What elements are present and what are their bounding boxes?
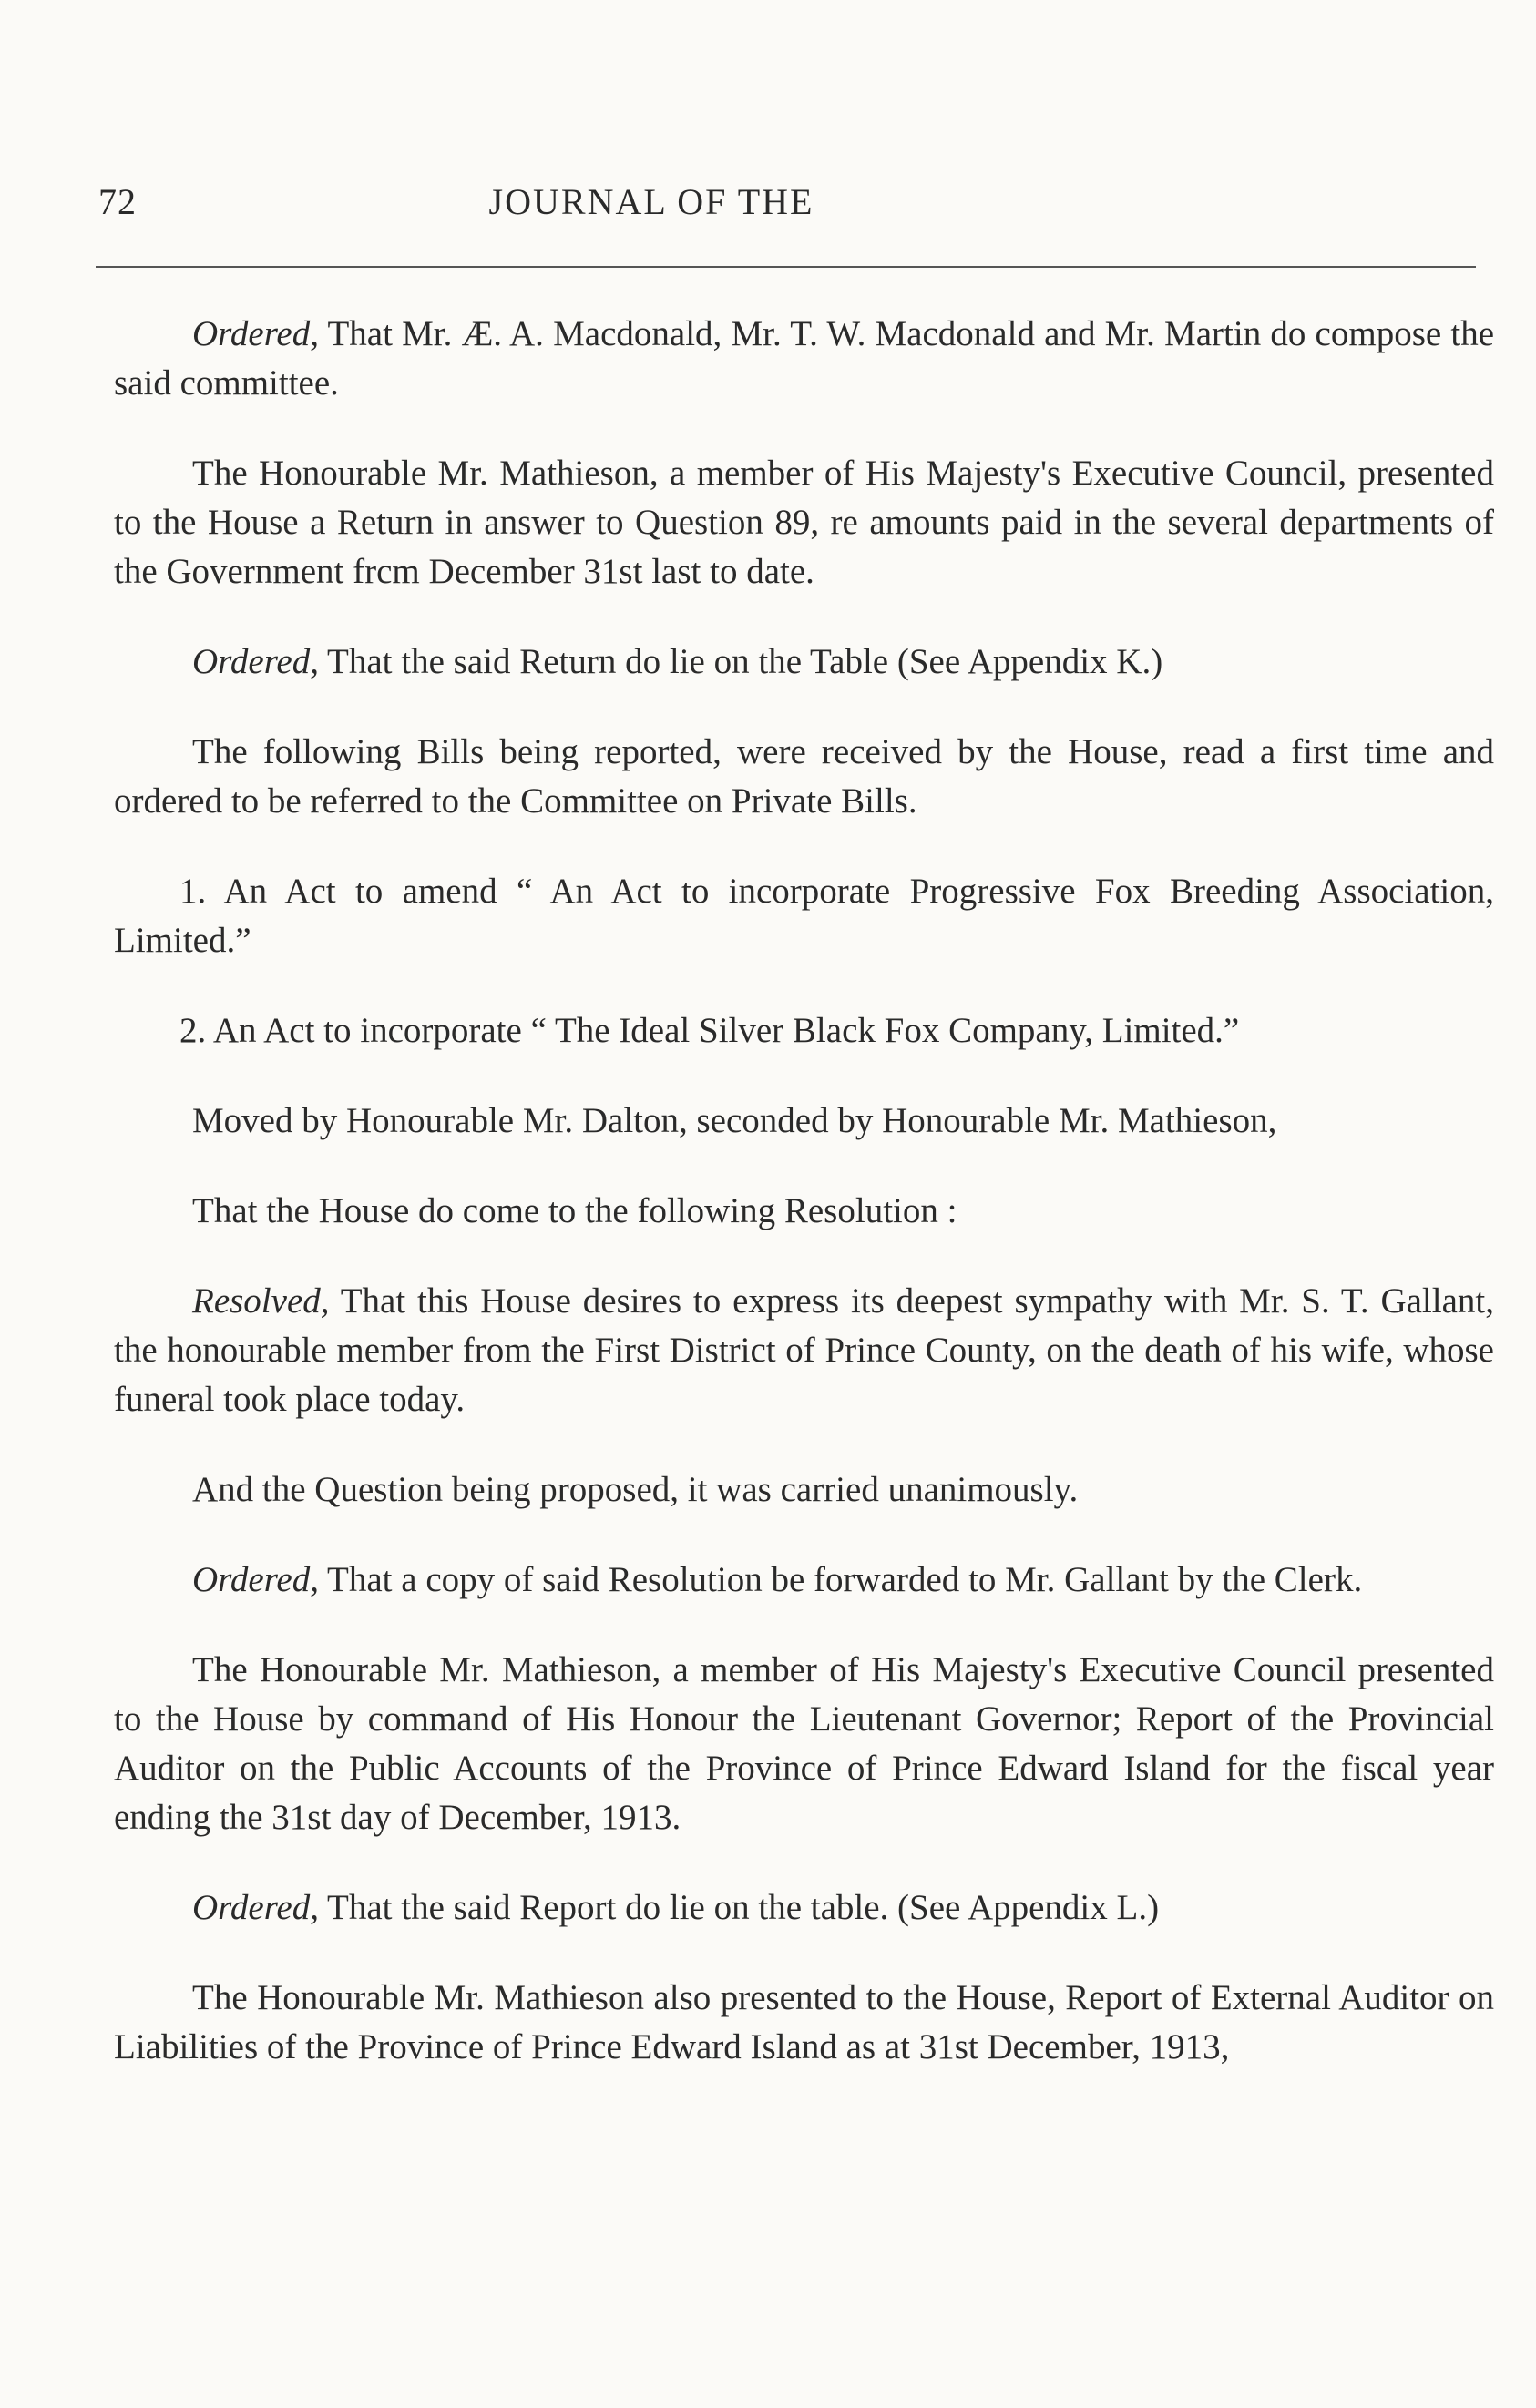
- paragraph-text: 1. An Act to amend “ An Act to incorporate Progressive Fox Breeding Association, Limited.”: [114, 872, 1494, 960]
- paragraph-text: That the said Report do lie on the table. (See Appendix L.): [327, 1888, 1160, 1927]
- paragraph-text: The Honourable Mr. Mathieson, a member of His Majesty's Executive Council presented to the House by command of His Honour the Lieutenant Governor; Report of the Provincial Auditor on the Public Accounts of the Province of Prince Edward Island for the fiscal year ending the 31st day of December, 1913.: [114, 1650, 1494, 1837]
- paragraph-text: The Honourable Mr. Mathieson also presented to the House, Report of External Auditor on Liabilities of the Province of Prince Edward Island as at 31st December, 1913,: [114, 1978, 1494, 2066]
- paragraph-text: The following Bills being reported, were received by the House, read a first time and ordered to be referred to the Committee on Private Bills.: [114, 732, 1494, 821]
- header-rule: [96, 266, 1476, 268]
- journal-body: [114, 310, 1494, 2113]
- paragraph-external-auditor: [114, 1974, 1494, 2072]
- paragraph-auditor-report: [114, 1646, 1494, 1842]
- paragraph-text: And the Question being proposed, it was carried unanimously.: [192, 1470, 1079, 1509]
- paragraph-return-presented: [114, 449, 1494, 597]
- paragraph-lead: Ordered,: [192, 1888, 319, 1927]
- paragraph-ordered-committee: [114, 310, 1494, 408]
- paragraph-lead: Resolved,: [192, 1281, 330, 1321]
- paragraph-text: That the House do come to the following Resolution :: [192, 1191, 957, 1230]
- paragraph-bill-1: [114, 867, 1494, 965]
- paragraph-ordered-copy: [114, 1556, 1494, 1605]
- paragraph-question-carried: [114, 1465, 1494, 1515]
- paragraph-ordered-report: [114, 1883, 1494, 1933]
- paragraph-moved-by: [114, 1097, 1494, 1146]
- paragraph-resolution-intro: [114, 1187, 1494, 1236]
- paragraph-resolved: [114, 1277, 1494, 1424]
- paragraph-bill-2: [114, 1006, 1494, 1056]
- running-head: JOURNAL OF THE: [488, 181, 814, 222]
- paragraph-text: Moved by Honourable Mr. Dalton, seconded by Honourable Mr. Mathieson,: [192, 1101, 1277, 1140]
- paragraph-lead: Ordered,: [192, 1560, 319, 1599]
- paragraph-text: The Honourable Mr. Mathieson, a member of His Majesty's Executive Council, presented to the House a Return in answer to Question 89, re amounts paid in the several departments of the Government frcm December 31st last to date.: [114, 454, 1494, 591]
- page-header: [91, 180, 1485, 235]
- paragraph-ordered-return: [114, 638, 1494, 687]
- paragraph-lead: Ordered,: [192, 314, 319, 353]
- paragraph-bills-reported: [114, 728, 1494, 826]
- paragraph-text: That the said Return do lie on the Table (See Appendix K.): [327, 642, 1163, 681]
- paragraph-text: That this House desires to express its deepest sympathy with Mr. S. T. Gallant, the honourable member from the First District of Prince County, on the death of his wife, whose funeral took place today.: [114, 1281, 1494, 1419]
- paragraph-lead: Ordered,: [192, 642, 319, 681]
- paragraph-text: 2. An Act to incorporate “ The Ideal Silver Black Fox Company, Limited.”: [179, 1011, 1240, 1050]
- page-number: 72: [98, 181, 137, 222]
- paragraph-text: That Mr. Æ. A. Macdonald, Mr. T. W. Macdonald and Mr. Martin do compose the said committee.: [114, 314, 1494, 403]
- paragraph-text: That a copy of said Resolution be forwarded to Mr. Gallant by the Clerk.: [327, 1560, 1363, 1599]
